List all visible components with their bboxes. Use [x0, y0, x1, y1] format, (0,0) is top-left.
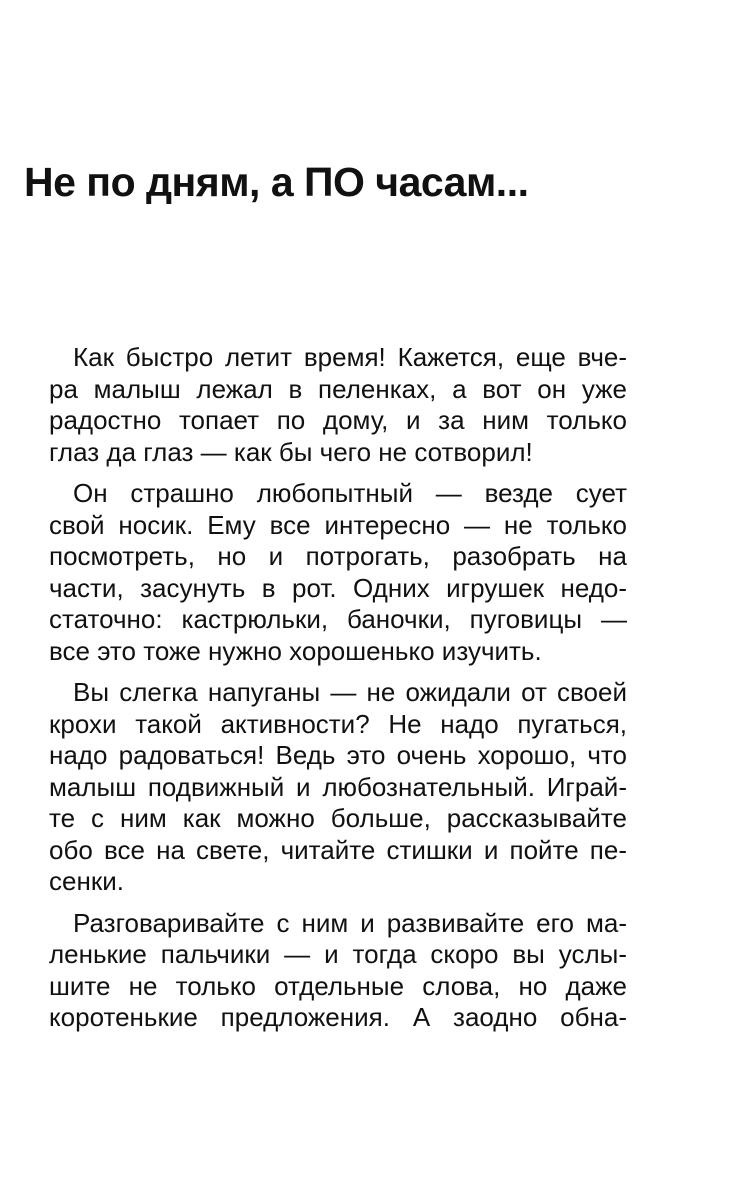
text-line: глаз да глаз — как бы чего не сотворил! — [49, 436, 533, 467]
text-line: крохи такой активности? Не надо пугаться, — [49, 708, 627, 739]
paragraph-3 — [49, 677, 627, 898]
paragraph-1 — [49, 342, 627, 468]
text-line: свой носик. Ему все интересно — не только — [49, 509, 627, 540]
text-line: Как быстро летит время! Кажется, еще вче- — [73, 342, 627, 372]
text-line: коротенькие предложения. А заодно обна- — [49, 1002, 627, 1032]
text-line: ра малыш лежал в пеленках, а вот он уже — [49, 373, 627, 404]
text-line: обо все на свете, читайте стишки и пойте пе- — [49, 834, 627, 865]
text-line: ленькие пальчики — и тогда скоро вы услы- — [49, 939, 627, 969]
text-line: посмотреть, но и потрогать, разобрать на — [49, 541, 627, 571]
text-line: надо радоваться! Ведь это очень хорошо, что — [49, 740, 627, 770]
body-text — [49, 342, 627, 1044]
text-line: радостно топает по дому, и за ним только — [49, 405, 627, 435]
text-line: статочно: кастрюльки, баночки, пуговицы — — [49, 604, 627, 634]
text-line: малыш подвижный и любознательный. Играй- — [49, 771, 627, 802]
text-line: те с ним как можно больше, рассказывайте — [49, 803, 627, 833]
text-line: части, засунуть в рот. Одних игрушек недо- — [49, 572, 627, 603]
paragraph-2 — [49, 478, 627, 667]
paragraph-4 — [49, 908, 627, 1034]
text-line: Он страшно любопытный — везде сует — [73, 478, 627, 508]
text-line: шите не только отдельные слова, но даже — [49, 970, 627, 1001]
text-line: сенки. — [49, 866, 124, 896]
text-line: Разговаривайте с ним и развивайте его ма- — [73, 907, 627, 938]
text-line: все это тоже нужно хорошенько изучить. — [49, 635, 542, 666]
chapter-title: Не по дням, а ПО часам... — [24, 159, 529, 205]
text-line: Вы слегка напуганы — не ожидали от своей — [73, 677, 627, 707]
